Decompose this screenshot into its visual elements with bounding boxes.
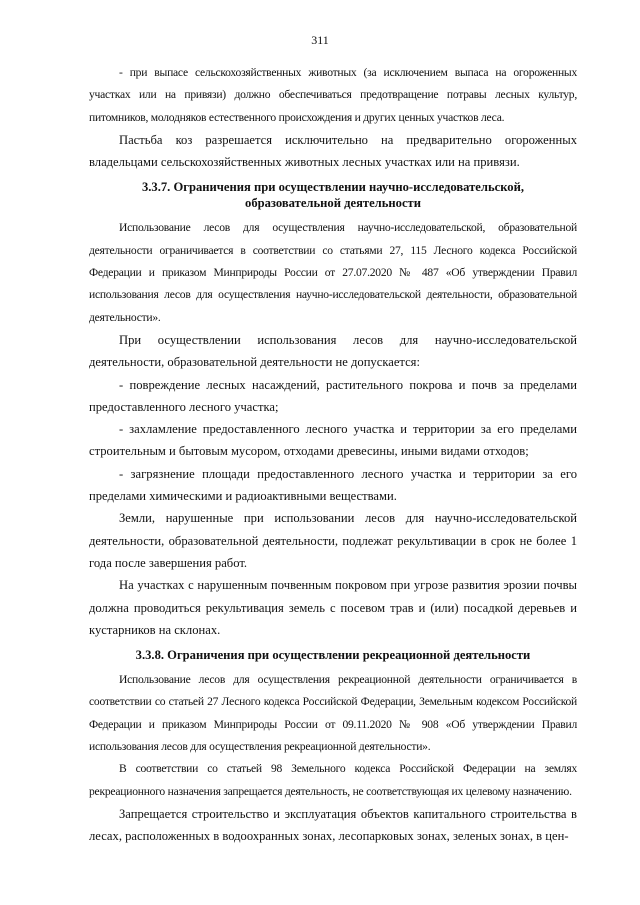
paragraph: Пастьба коз разрешается исключительно на предварительно огороженных владельцами сельскохозяйственных животных лесных участках или на привязи. bbox=[89, 132, 577, 170]
page-content bbox=[89, 62, 577, 848]
heading-line: образовательной деятельности bbox=[245, 196, 421, 211]
paragraph: Использование лесов для осуществления научно-исследовательской, образовательной деятельности ограничивается в соответствии со статьями 27, 115 Лесного кодекса Российской Федерации и приказом Минприроды России от 27.07.2020 № 487 «Об утверждении Правил использования лесов для осуществления научно-исследовательской деятельности, образовательной деятельности». bbox=[89, 221, 577, 324]
heading-line: 3.3.8. Ограничения при осуществлении рекреационной деятельности bbox=[135, 648, 531, 663]
list-item: - загрязнение площади предоставленного лесного участка и территории за его пределами химическими и радиоактивными веществами. bbox=[89, 466, 577, 504]
list-item: - повреждение лесных насаждений, растительного покрова и почв за пределами предоставленного лесного участка; bbox=[89, 377, 577, 414]
heading-line: 3.3.7. Ограничения при осуществлении научно-исследовательской, bbox=[141, 180, 524, 195]
paragraph: На участках с нарушенным почвенным покровом при угрозе развития эрозии почвы должна проводиться рекультивация земель с посевом трав и (или) посадкой деревьев и кустарников на склонах. bbox=[89, 578, 577, 637]
paragraph: - при выпасе сельскохозяйственных животных (за исключением выпаса на огороженных участках или на привязи) должно обеспечиваться предотвращение потравы лесных культур, питомников, молодняков естественного происхождения и других ценных участков леса. bbox=[89, 66, 577, 124]
list-item: - захламление предоставленного лесного участка и территории за его пределами строительным и бытовым мусором, отходами древесины, иными видами отходов; bbox=[89, 422, 577, 459]
paragraph: При осуществлении использования лесов для научно-исследовательской деятельности, образовательной деятельности не допускается: bbox=[89, 332, 577, 370]
section-heading-3-3-8 bbox=[89, 647, 577, 663]
paragraph: В соответствии со статьей 98 Земельного кодекса Российской Федерации на землях рекреационного назначения запрещается деятельность, не соответствующая их целевому назначению. bbox=[89, 762, 577, 798]
section-heading-3-3-7 bbox=[89, 179, 577, 211]
page-number: 311 bbox=[311, 33, 329, 47]
paragraph: Использование лесов для осуществления рекреационной деятельности ограничивается в соответствии со статьей 27 Лесного кодекса Российской Федерации, Земельным кодексом Российской Федерации и приказом Минприроды России от 09.11.2020 № 908 «Об утверждении Правил использования лесов для осуществления рекреационной деятельности». bbox=[89, 673, 577, 754]
paragraph: Запрещается строительство и эксплуатация объектов капитального строительства в лесах, расположенных в водоохранных зонах, лесопарковых зонах, зеленых зонах, в цен- bbox=[89, 806, 577, 844]
paragraph: Земли, нарушенные при использовании лесов для научно-исследовательской деятельности, образовательной деятельности, подлежат рекультивации в срок не более 1 года после завершения работ. bbox=[89, 511, 577, 570]
